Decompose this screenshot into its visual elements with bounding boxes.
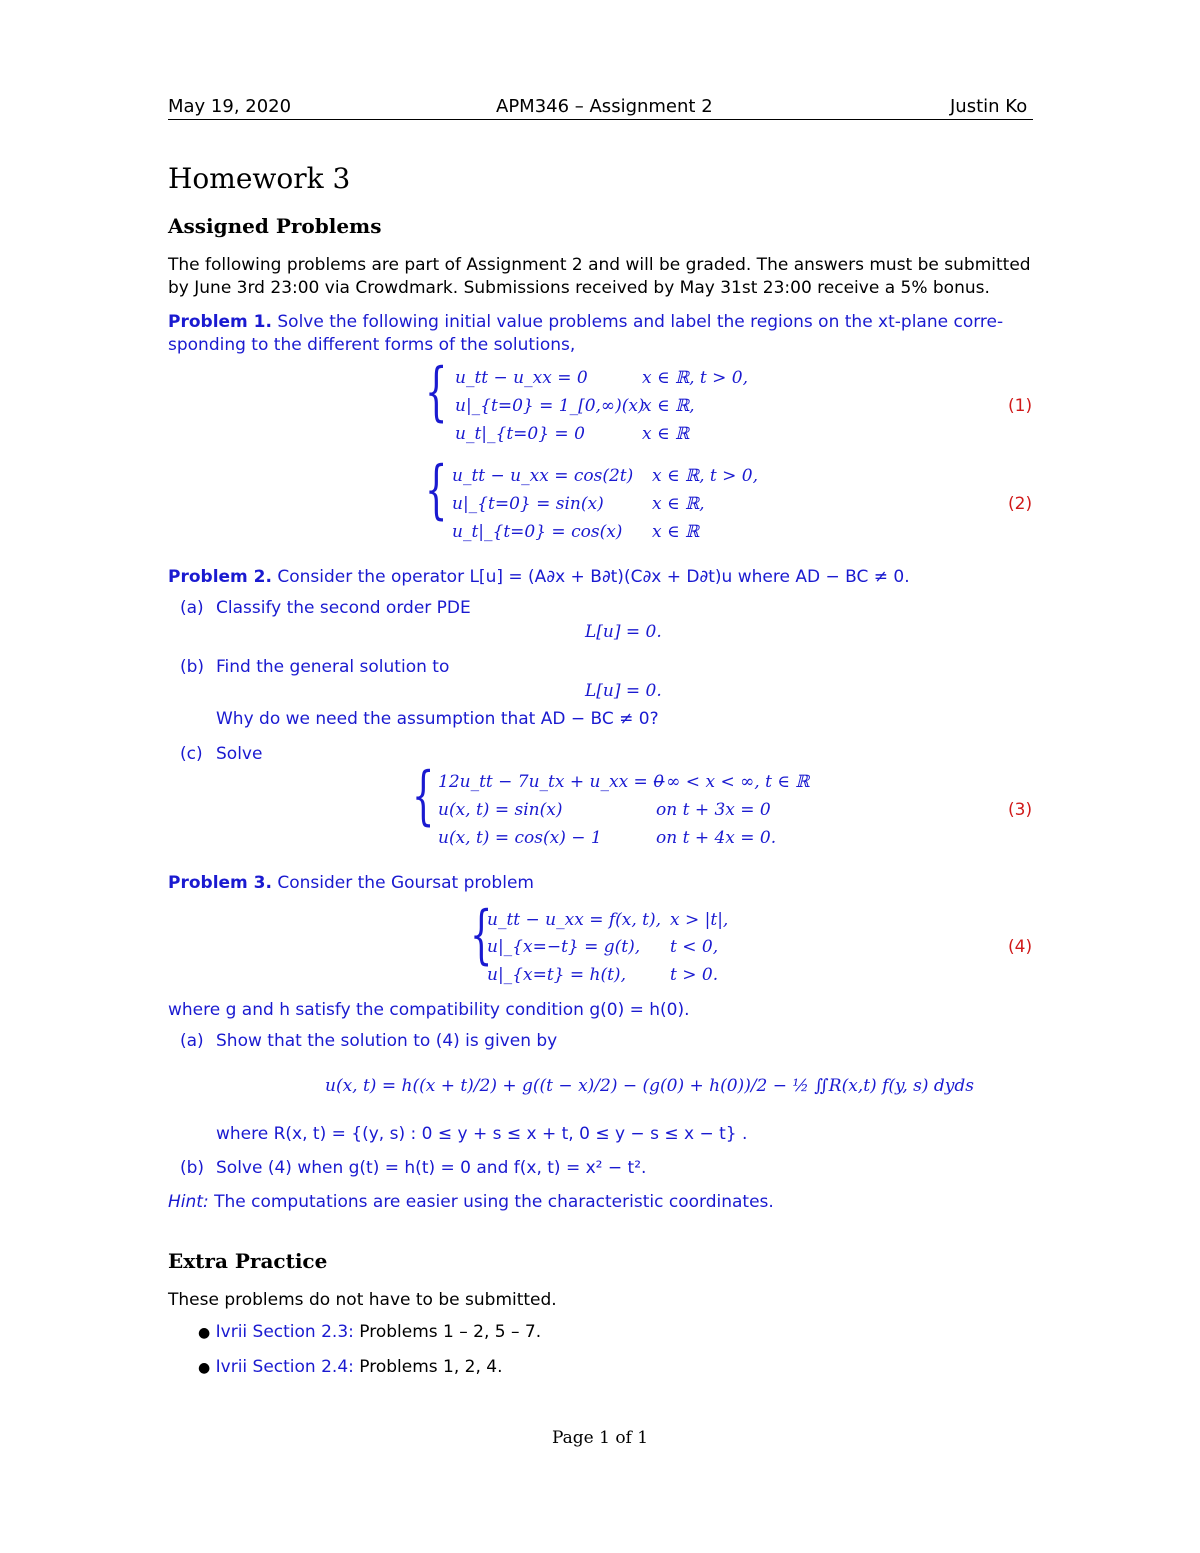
eq4-row1: u_tt − u_xx = f(x, t), [487, 910, 662, 930]
eq3-row2: u(x, t) = sin(x) [438, 800, 563, 820]
eq3-cond1: −∞ < x < ∞, t ∈ ℝ [652, 772, 810, 792]
eq4-cond2: t < 0, [670, 937, 719, 957]
eq1-row3: u_t|_{t=0} = 0 [455, 424, 585, 444]
eq4-cond3: t > 0. [670, 965, 719, 985]
eq3-brace: { [412, 759, 435, 833]
problem3-b-text: Solve (4) when g(t) = h(t) = 0 and f(x, t) = x² − t². [216, 1158, 647, 1178]
problem2-label: Problem 2. [168, 567, 272, 587]
problem3-hint [168, 1192, 774, 1212]
problem3-b-label: (b) [180, 1158, 205, 1178]
eq4-number: (4) [1008, 937, 1033, 957]
hint-text: The computations are easier using the characteristic coordinates. [214, 1192, 774, 1212]
problem2-a-eq: L[u] = 0. [585, 622, 662, 642]
extra-item-2 [198, 1357, 503, 1377]
problem2-b-label: (b) [180, 657, 205, 677]
eq3-row3: u(x, t) = cos(x) − 1 [438, 828, 602, 848]
page-footer: Page 1 of 1 [551, 1428, 649, 1448]
eq2-cond2: x ∈ ℝ, [652, 494, 705, 514]
intro-text-1: The following problems are part of Assignment 2 and will be graded. The answers must be submitted [168, 255, 1031, 275]
extra-item-2-link[interactable]: Ivrii Section 2.4: [215, 1357, 354, 1377]
problem3-region: where R(x, t) = {(y, s) : 0 ≤ y + s ≤ x + t, 0 ≤ y − s ≤ x − t} . [216, 1124, 748, 1144]
problem1-line1 [168, 312, 1003, 332]
header-author: Justin Ko [950, 96, 1028, 117]
problem3-a-label: (a) [180, 1031, 204, 1051]
eq4-row3: u|_{x=t} = h(t), [487, 965, 626, 985]
section-extra-heading: Extra Practice [168, 1249, 328, 1273]
eq2-cond1: x ∈ ℝ, t > 0, [652, 466, 759, 486]
problem2-b-eq: L[u] = 0. [585, 681, 662, 701]
eq1-cond1: x ∈ ℝ, t > 0, [642, 368, 749, 388]
eq2-number: (2) [1008, 494, 1033, 514]
assigned-intro-line1 [168, 255, 1031, 275]
section-assigned-heading: Assigned Problems [168, 214, 382, 238]
problem3-text: Consider the Goursat problem [277, 873, 534, 893]
problem3-line [168, 873, 534, 893]
eq4-row2: u|_{x=−t} = g(t), [487, 937, 641, 957]
problem3-compat: where g and h satisfy the compatibility condition g(0) = h(0). [168, 1000, 690, 1020]
extra-intro: These problems do not have to be submitted. [168, 1290, 557, 1310]
problem2-c-text: Solve [216, 744, 263, 764]
eq2-brace: { [425, 453, 448, 527]
problem3-a-text: Show that the solution to (4) is given by [216, 1031, 558, 1051]
problem1-text: Solve the following initial value problems and label the regions on the xt-plane corre- [277, 312, 1004, 332]
problem2-b-why: Why do we need the assumption that AD − BC ≠ 0? [216, 709, 659, 729]
bullet-icon: ● [198, 1360, 211, 1376]
problem2-line [168, 567, 910, 587]
header-rule [168, 119, 1033, 120]
eq1-number: (1) [1008, 396, 1033, 416]
eq3-cond2: on t + 3x = 0 [656, 800, 771, 820]
extra-item-2-text: Problems 1, 2, 4. [359, 1357, 503, 1377]
intro-text-2: by June 3rd 23:00 via Crowdmark. Submissions received by May 31st 23:00 receive a 5% bonus. [168, 278, 990, 298]
problem3-solution: u(x, t) = h((x + t)/2) + g((t − x)/2) − (g(0) + h(0))/2 − ½ ∬R(x,t) f(y, s) dyds [325, 1076, 974, 1096]
eq1-brace: { [425, 355, 448, 429]
extra-item-1-link[interactable]: Ivrii Section 2.3: [215, 1322, 354, 1342]
extra-item-1-text: Problems 1 – 2, 5 – 7. [359, 1322, 542, 1342]
eq1-row2: u|_{t=0} = 1_[0,∞)(x) [455, 396, 645, 416]
assigned-intro-line2 [168, 278, 990, 298]
eq3-number: (3) [1008, 800, 1033, 820]
eq1-cond3: x ∈ ℝ [642, 424, 690, 444]
eq4-cond1: x > |t|, [670, 910, 729, 930]
eq2-row3: u_t|_{t=0} = cos(x) [452, 522, 623, 542]
problem2-text: Consider the operator L[u] = (A∂x + B∂t)(C∂x + D∂t)u where AD − BC ≠ 0. [277, 567, 910, 587]
header-date: May 19, 2020 [168, 96, 292, 117]
eq3-row1: 12u_tt − 7u_tx + u_xx = 0 [438, 772, 665, 792]
problem2-b-text: Find the general solution to [216, 657, 450, 677]
eq3-cond3: on t + 4x = 0. [656, 828, 777, 848]
header-course: APM346 – Assignment 2 [496, 96, 713, 117]
problem1-line2: sponding to the different forms of the solutions, [168, 335, 576, 355]
eq4-brace: { [470, 898, 493, 972]
page-title: Homework 3 [168, 162, 351, 195]
eq2-row1: u_tt − u_xx = cos(2t) [452, 466, 634, 486]
eq2-cond3: x ∈ ℝ [652, 522, 700, 542]
extra-item-1 [198, 1322, 541, 1342]
problem3-label: Problem 3. [168, 873, 272, 893]
hint-label: Hint: [168, 1192, 209, 1212]
problem2-a-text: Classify the second order PDE [216, 598, 471, 618]
problem2-a-label: (a) [180, 598, 204, 618]
bullet-icon: ● [198, 1325, 211, 1341]
eq2-row2: u|_{t=0} = sin(x) [452, 494, 604, 514]
problem2-c-label: (c) [180, 744, 203, 764]
eq1-row1: u_tt − u_xx = 0 [455, 368, 588, 388]
problem1-label: Problem 1. [168, 312, 272, 332]
eq1-cond2: x ∈ ℝ, [642, 396, 695, 416]
